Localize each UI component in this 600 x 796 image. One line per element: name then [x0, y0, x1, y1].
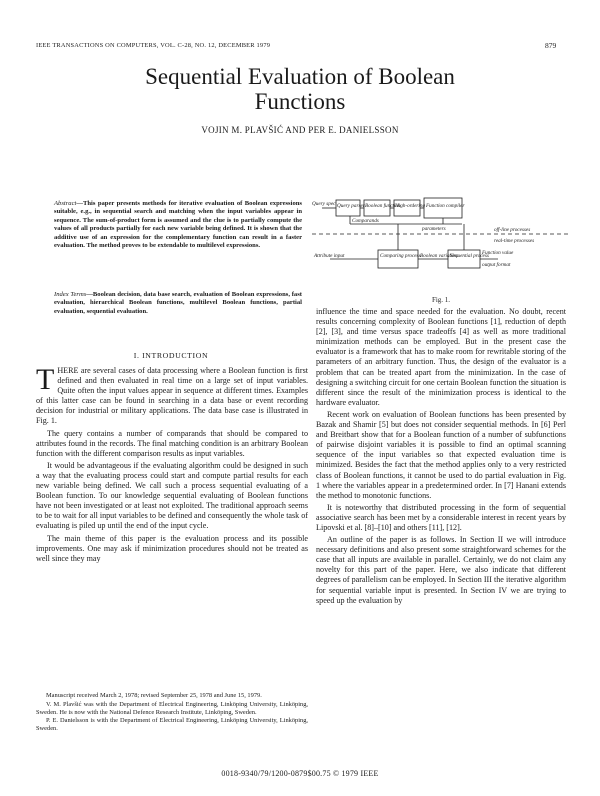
page-number: 879: [545, 41, 557, 50]
fig-label-real-time: real-time processes: [494, 238, 535, 244]
right-column-body: [316, 307, 566, 608]
intro-paragraph-4: The main theme of this paper is the evaluation process and its possible improvements. One may ask if minimization procedures should not be treated as well since they may: [36, 533, 308, 563]
running-head: IEEE TRANSACTIONS ON COMPUTERS, VOL. C-28, NO. 12, DECEMBER 1979: [36, 42, 271, 49]
fig-label-high-ordering: High-ordering: [395, 203, 426, 209]
abstract-text: —This paper presents methods for iterative evaluation of Boolean expressions suitable, e.g., in sequential search and matching when the input variables appear in sequence. The sum-of-product form is assumed and the clue is to partially compute the values of all products partially for each new variable being defined. It is shown that the additive use of an expression for the complementary function can result in a faster evaluation. The method proves to be extendable to multilevel expressions.: [54, 200, 302, 250]
section-heading: I. INTRODUCTION: [133, 351, 209, 360]
fig-label-function-value: Function value: [482, 250, 514, 256]
title-line-1: Sequential Evaluation of Boolean: [145, 64, 455, 89]
right-paragraph-1: influence the time and space needed for the evaluation. No doubt, recent results concerning complexity of Boolean functions [1], reduction of depth [2], [3], and time versus space tradeoffs [4] as well as more traditional minimization methods can be employed. But in the present case the evaluator is a framework that has to make room for rewritable storing of the parameters of an arbitrary function. Thus, the design of the evaluator is a problem that can be treated apart from the minimization. In the case of designing a switching circuit for one certain Boolean function the situation is different since the result of the minimization process is identical to the hardware evaluator.: [316, 307, 566, 407]
drop-cap: T: [36, 363, 55, 396]
left-column-body: [36, 363, 308, 566]
title-line-2: Functions: [254, 89, 346, 114]
abstract-label: Abstract: [54, 200, 77, 207]
intro-paragraph-2: The query contains a number of comparands that should be compared to attributes found in the records. The final matching condition is an arbitrary Boolean function with the different comparison results as input variables.: [36, 428, 308, 458]
footnote-2: V. M. Plavšić was with the Department of Electrical Engineering, Linköping University, Linköping, Sweden. He is now with the National Defence Research Institute, Linköping, Sweden.: [36, 700, 308, 716]
fig-label-function-compiler: Function compiler: [426, 203, 465, 209]
footnote-3: P. E. Danielsson is with the Department of Electrical Engineering, Linköping University, Linköping, Sweden.: [36, 717, 308, 733]
right-paragraph-3: It is noteworthy that distributed processing in the form of sequential associative search has been met by a considerable interest in recent years by Lipovski et al. [8]–[10] and others [11], [12].: [316, 502, 566, 532]
intro-paragraph-1-text: HERE are several cases of data processing where a Boolean function is first defined and then evaluated in real time on a large set of input variables. Quite often the input values appear in sequence at different times. Examples of this latter case can be found in searching in a data base or event recording decision for industrial or military applications. The data base case is illustrated in Fig. 1.: [36, 366, 308, 426]
right-paragraph-4: An outline of the paper is as follows. In Section II we will introduce necessary definitions and also present some straightforward schemes for the case that all inputs are available in parallel. Certainly, we do not claim any novelty for this part of the paper. Here, we also indicate that different degrees of parallelism can be employed. In Section III the iterative algorithm for sequential variable input is presented. In Section IV we are trying to speed up the evaluation by: [316, 535, 566, 605]
footnote-1: Manuscript received March 2, 1978; revised September 25, 1978 and June 15, 1979.: [46, 692, 262, 699]
fig-label-parameters: parameters: [422, 226, 446, 232]
index-terms-text: —Boolean decision, data base search, evaluation of Boolean expressions, fast evaluation, hierarchical Boolean functions, multilevel Boolean functions, partial evaluation, sequential evaluation.: [54, 291, 302, 315]
fig-label-off-line: off-line processes: [494, 227, 531, 233]
right-paragraph-2: Recent work on evaluation of Boolean functions has been presented by Bazak and Shamir [5] but does not consider sequential methods. In [6] Perl and Breitbart show that for a Boolean function of a number of subfunctions of pairwise disjoint variables it is possible to find an optimal scanning sequence of the input variables so that expected evaluation time is minimized. Besides the fact that the method applies only to a very restricted class of Boolean functions, it cannot be used to do partial evaluation in Fig. 1 where the variables appear in a predetermined order. In [7] Hanani extends the method to monotonic functions.: [316, 409, 566, 500]
fig-label-sequential-process: Sequential process: [450, 253, 489, 259]
footnotes: [36, 692, 308, 734]
intro-paragraph-1: [36, 363, 308, 427]
fig-label-query-parser: Query parser: [337, 203, 365, 209]
copyright-line: 0018-9340/79/1200-0879$00.75 © 1979 IEEE: [221, 769, 379, 778]
abstract: [54, 200, 302, 250]
authors: VOJIN M. PLAVŠIĆ AND PER E. DANIELSSON: [201, 125, 399, 135]
fig-label-output-format: output format: [482, 262, 511, 268]
fig-label-query-spec: Query spec: [312, 201, 336, 207]
fig-label-attribute-input: Attribute input: [314, 253, 345, 259]
figure-caption: Fig. 1.: [431, 296, 451, 304]
intro-paragraph-3: It would be advantageous if the evaluating algorithm could be designed in such a way that the evaluating process could start and compute partial results for each new variable being defined. We call such a process sequential evaluating of a Boolean function. To our knowledge sequential evaluating of Boolean functions have not been investigated or at least not exploited. The traditional approach seems to be to wait for all input variables to be defined and consequently the whole task of evaluating is piled up until the end of the input cycle.: [36, 460, 308, 531]
paper-title: [40, 64, 560, 114]
figure-1-diagram: [312, 194, 570, 286]
index-terms-label: Index Terms: [54, 291, 87, 298]
fig-label-boolean-function: Boolean function: [365, 203, 401, 209]
fig-label-comparands: Comparands: [352, 218, 379, 224]
fig-label-comparing-process: Comparing process: [380, 253, 421, 259]
fig-label-boolean-variables: Boolean variables: [420, 253, 458, 259]
index-terms: [54, 291, 302, 316]
